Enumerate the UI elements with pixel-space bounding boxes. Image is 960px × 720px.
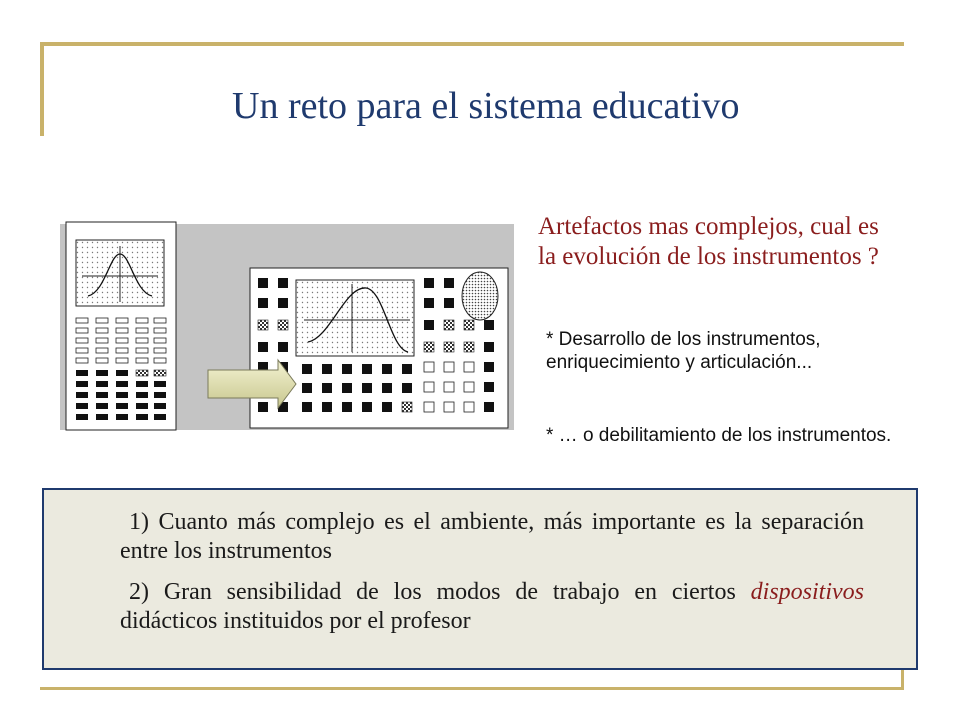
point-1 <box>120 508 864 566</box>
calculator-evolution-figure <box>60 220 514 432</box>
point-2-italic: dispositivos <box>750 579 864 605</box>
calculator-illustration-icon <box>60 220 514 432</box>
point-2 <box>120 578 864 636</box>
bullet-development: * Desarrollo de los instrumentos, enriquecimiento y articulación... <box>546 329 821 373</box>
point-1-text: Cuanto más complejo es el ambiente, más importante es la separación entre los instrumentos <box>120 509 865 564</box>
frame-left-rule <box>40 42 44 136</box>
bullet-weakening: * … o debilitamiento de los instrumentos. <box>546 425 892 446</box>
conclusions-box <box>42 488 918 670</box>
point-2-text: Gran sensibilidad de los modos de trabajo en ciertos <box>163 579 751 605</box>
point-2-number: 2) <box>129 579 149 605</box>
point-1-number: 1) <box>129 509 149 535</box>
frame-bottom-rule <box>40 687 904 690</box>
frame-top-rule <box>40 42 904 46</box>
slide-title: Un reto para el sistema educativo <box>232 85 740 127</box>
right-heading: Artefactos mas complejos, cual es la evolución de los instrumentos ? <box>538 213 879 270</box>
point-2-text-end: didácticos instituidos por el profesor <box>120 608 471 634</box>
